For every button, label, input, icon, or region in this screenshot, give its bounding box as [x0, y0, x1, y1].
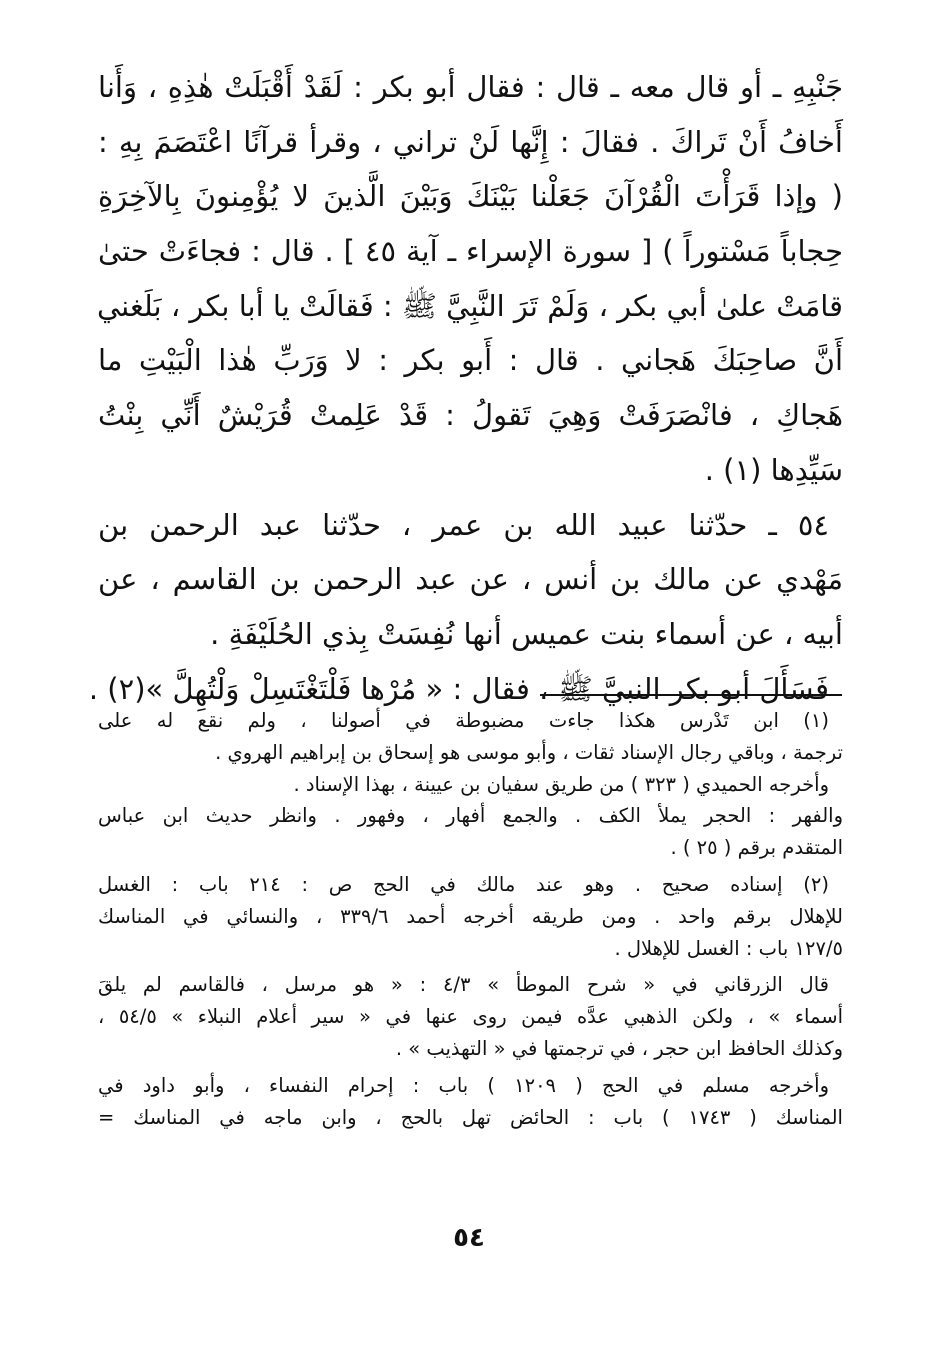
footnote-line: ١٢٧/٥ باب : الغسل للإهلال .	[614, 936, 843, 960]
main-text	[88, 60, 844, 716]
text-line: قامَتْ علىٰ أبي بكر ، وَلَمْ تَرَ النَّبِيَّ ﷺ : فَقالَتْ يا أبا بكر ، بَلَغني	[97, 288, 843, 323]
text-line: أبيه ، عن أسماء بنت عميس أنها نُفِسَتْ بِذي الحُلَيْفَةِ .	[210, 616, 843, 651]
page-number: ٥٤	[453, 1223, 485, 1253]
footnote-line: المناسك ( ١٧٤٣ ) باب : الحائض تهل بالحج ، وابن ماجه في المناسك =	[98, 1105, 843, 1129]
footnotes	[98, 705, 843, 1133]
hadith-number-line: ٥٤ ـ حدّثنا عبيد الله بن عمر ، حدّثنا عبد الرحمن بن	[98, 507, 829, 542]
footnote-line: (١) ابن تَدْرس هكذا جاءت مضبوطة في أصولنا ، ولم نقع له على	[98, 709, 829, 732]
text-line: ( وإذا قَرَأْتَ الْقُرْآنَ جَعَلْنا بَيْنَكَ وَبَيْنَ الَّذينَ لا يُؤْمِنونَ بِالآخِرَةِ	[98, 179, 843, 214]
footnote-line: وأخرجه الحميدي ( ٣٢٣ ) من طريق سفيان بن عيينة ، بهذا الإسناد .	[293, 772, 829, 796]
footnote-line: المتقدم برقم ( ٢٥ ) .	[670, 836, 843, 860]
footnote-line: قال الزرقاني في « شرح الموطأ » ٤/٣ : « هو مرسل ، فالقاسم لم يلقَ	[98, 973, 829, 997]
footnote-line: والفهر : الحجر يملأ الكف . والجمع أفهار ، وفهور . وانظر حديث ابن عباس	[98, 804, 843, 828]
text-line: أَنَّ صاحِبَكَ هَجاني . قال : أَبو بكر : لا وَرَبِّ هٰذا الْبَيْتِ ما	[98, 343, 843, 378]
text-line: سَيِّدِها (١) .	[704, 452, 843, 487]
footnote-line: أسماء » ، ولكن الذهبي عدَّه فيمن روى عنها في « سير أعلام النبلاء » ٥٤/٥ ،	[98, 1005, 843, 1029]
text-line: جَنْبِهِ ـ أو قال معه ـ قال : فقال أبو بكر : لَقَدْ أَقْبَلَتْ هٰذِهِ ، وَأَنا	[98, 70, 843, 104]
footnote-line: للإهلال برقم واحد . ومن طريقه أخرجه أحمد ٣٣٩/٦ ، والنسائي في المناسك	[98, 904, 844, 928]
footnote-line: ترجمة ، وباقي رجال الإسناد ثقات ، وأبو موسى هو إسحاق بن إبراهيم الهروي .	[215, 740, 843, 764]
text-line: مَهْدي عن مالك بن أنس ، عن عبد الرحمن بن القاسم ، عن	[98, 562, 843, 597]
text-line: هَجاكِ ، فانْصَرَفَتْ وَهِيَ تَقولُ : قَدْ عَلِمتْ قُرَيْشٌ أَنِّي بِنْتُ	[98, 398, 843, 433]
footnote-line: وكذلك الحافظ ابن حجر ، في ترجمتها في « التهذيب » .	[395, 1036, 843, 1060]
text-line: أَخافُ أَنْ تَراكَ . فقالَ : إِنَّها لَنْ تراني ، وقرأ قرآنًا اعْتَصَمَ بِهِ :	[98, 124, 843, 159]
footnote-line: وأخرجه مسلم في الحج ( ١٢٠٩ ) باب : إحرام النفساء ، وأبو داود في	[98, 1073, 829, 1097]
footnote-line: (٢) إسناده صحيح . وهو عند مالك في الحج ص : ٢١٤ باب : الغسل	[98, 872, 829, 896]
text-line: حِجاباً مَسْتوراً ) [ سورة الإسراء ـ آية ٤٥ ] . قال : فجاءَتْ حتىٰ	[98, 234, 844, 269]
footnote-separator	[540, 694, 842, 696]
text-line: فَسَأَلَ أبو بكر النبيَّ ﷺ ، فقال : « مُرْها فَلْتَغْتَسِلْ وَلْتُهِلَّ »(٢) .	[88, 671, 829, 706]
